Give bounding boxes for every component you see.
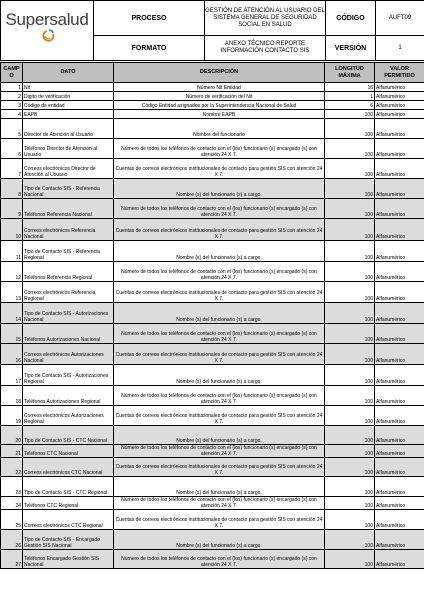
table-row bbox=[1, 83, 424, 92]
field-description: Nombre (s) del funcionario (s) a cargo. bbox=[114, 365, 325, 386]
field-description: Número Nit Entidad bbox=[114, 83, 325, 92]
allowed-value: Alfanumérico bbox=[375, 324, 424, 344]
field-description: Cuentas de correos electrónicos institucionales de contacto para gestión SIS con atención 24 X 7. bbox=[114, 344, 325, 365]
table-row bbox=[1, 406, 424, 426]
field-description: Número de todos los teléfonos de contacto con el (los) funcionario (s) encargado (s) con atención 24 X 7. bbox=[114, 324, 325, 344]
table-row bbox=[1, 101, 424, 110]
formato-value: ANEXO TÉCNICO REPORTE INFORMACIÓN CONTACTO SIS bbox=[205, 36, 326, 61]
allowed-value: Alfanumérico bbox=[375, 303, 424, 324]
max-length: 100 bbox=[325, 324, 375, 344]
logo bbox=[1, 1, 94, 61]
field-name: Correos electrónicos CTC Nacional bbox=[23, 458, 114, 477]
supersalud-logo-icon bbox=[40, 28, 56, 44]
table-row bbox=[1, 262, 424, 282]
field-name: Correos electrónicos Director de Atención al Usuario bbox=[23, 159, 114, 179]
campo-number: 22 bbox=[1, 458, 23, 477]
table-row bbox=[1, 344, 424, 365]
field-description: Nombre (s) del funcionario (s) a cargo. bbox=[114, 530, 325, 550]
table-row bbox=[1, 219, 424, 241]
campo-number: 24 bbox=[1, 497, 23, 510]
campo-number: 15 bbox=[1, 324, 23, 344]
max-length: 100 bbox=[325, 530, 375, 550]
table-row bbox=[1, 458, 424, 477]
field-description: Número de todos los teléfonos de contacto con el (los) funcionario (s) encargado (s) con atención 24 X 7. bbox=[114, 386, 325, 406]
campo-number: 1 bbox=[1, 83, 23, 92]
campo-number: 10 bbox=[1, 219, 23, 241]
allowed-value: Alfanumérico bbox=[375, 219, 424, 241]
field-name: Nit bbox=[23, 83, 114, 92]
allowed-value: Alfanumérico bbox=[375, 510, 424, 530]
max-length: 1 bbox=[325, 92, 375, 101]
campo-number: 3 bbox=[1, 101, 23, 110]
allowed-value: Alfanumérico bbox=[375, 344, 424, 365]
proceso-value: GESTIÓN DE ATENCIÓN AL USUARIO DEL SISTEMA GENERAL DE SEGURIDAD SOCIAL EN SALUD bbox=[205, 1, 326, 36]
campo-number: 19 bbox=[1, 406, 23, 426]
field-name: Teléfonos CTC Nacional bbox=[23, 445, 114, 458]
max-length: 100 bbox=[325, 365, 375, 386]
field-name: Director de Atención al Usuario bbox=[23, 119, 114, 139]
campo-number: 2 bbox=[1, 92, 23, 101]
field-name: Tipo de Contacto SIS - CTC Nacional bbox=[23, 426, 114, 445]
field-description: Nombre (s) del funcionario (s) a cargo. bbox=[114, 303, 325, 324]
allowed-value: Alfanumérico bbox=[375, 497, 424, 510]
field-name: Correos electrónicos Referencia Regional bbox=[23, 282, 114, 303]
max-length: 100 bbox=[325, 139, 375, 159]
field-name: Tipo de Contacto SIS - Referencia Nacional bbox=[23, 179, 114, 199]
max-length: 100 bbox=[325, 199, 375, 219]
field-description: Número de todos los teléfonos de contacto con el (los) funcionario (s) encargado (s) con atención 24 X 7. bbox=[114, 497, 325, 510]
field-name: Teléfonos Director de Atención al Usuario bbox=[23, 139, 114, 159]
col-header-descripcion: DESCRIPCIÓN bbox=[114, 63, 325, 83]
campo-number: 6 bbox=[1, 139, 23, 159]
field-description: Número de todos los teléfonos de contacto con el (los) funcionario (s) encargado (s) con atención 24 X 7. bbox=[114, 445, 325, 458]
max-length: 100 bbox=[325, 241, 375, 262]
table-row bbox=[1, 445, 424, 458]
field-name: Tipo de Contacto SIS - CTC Regional bbox=[23, 477, 114, 497]
max-length: 100 bbox=[325, 344, 375, 365]
field-description: Cuentas de correos electrónicos institucionales de contacto para gestión SIS con atención 24 X 7. bbox=[114, 510, 325, 530]
max-length: 100 bbox=[325, 477, 375, 497]
allowed-value: Alfanumérico bbox=[375, 365, 424, 386]
field-description: Nombre EAPB bbox=[114, 110, 325, 119]
campo-number: 9 bbox=[1, 199, 23, 219]
proceso-label: PROCESO bbox=[94, 1, 205, 36]
campo-number: 21 bbox=[1, 445, 23, 458]
max-length: 100 bbox=[325, 119, 375, 139]
table-row bbox=[1, 477, 424, 497]
campo-number: 16 bbox=[1, 344, 23, 365]
field-description: Cuentas de correos electrónicos institucionales de contacto para gestión SIS con atención 24 X 7. bbox=[114, 159, 325, 179]
field-name: Tipo de Contacto SIS - Autorizaciones Nacional bbox=[23, 303, 114, 324]
campo-number: 27 bbox=[1, 550, 23, 569]
max-length: 100 bbox=[325, 458, 375, 477]
allowed-value: Alfanumérico bbox=[375, 458, 424, 477]
max-length: 100 bbox=[325, 426, 375, 445]
field-description: Nombre del funcionario bbox=[114, 119, 325, 139]
max-length: 100 bbox=[325, 159, 375, 179]
max-length: 100 bbox=[325, 445, 375, 458]
max-length: 100 bbox=[325, 110, 375, 119]
campo-number: 25 bbox=[1, 510, 23, 530]
table-row bbox=[1, 324, 424, 344]
table-row bbox=[1, 365, 424, 386]
allowed-value: Alfanumérico bbox=[375, 406, 424, 426]
max-length: 100 bbox=[325, 179, 375, 199]
field-name: Digito de verificación bbox=[23, 92, 114, 101]
max-length: 100 bbox=[325, 406, 375, 426]
field-description: Número de verificación del Nit bbox=[114, 92, 325, 101]
max-length: 6 bbox=[325, 101, 375, 110]
table-row bbox=[1, 139, 424, 159]
campo-number: 14 bbox=[1, 303, 23, 324]
table-row bbox=[1, 282, 424, 303]
table-row bbox=[1, 199, 424, 219]
field-description: Nombre (s) del funcionario (s) a cargo. bbox=[114, 241, 325, 262]
allowed-value: Alfanumérico bbox=[375, 550, 424, 569]
campo-number: 8 bbox=[1, 179, 23, 199]
field-name: Teléfonos Encargado Gestión SIS Nacional bbox=[23, 550, 114, 569]
campo-number: 26 bbox=[1, 530, 23, 550]
field-name: Teléfonos CTC Regional bbox=[23, 497, 114, 510]
field-name: Correos electrónicos CTC Regional bbox=[23, 510, 114, 530]
allowed-value: Alfanumérico bbox=[375, 119, 424, 139]
campo-number: 11 bbox=[1, 241, 23, 262]
table-row bbox=[1, 119, 424, 139]
allowed-value: Alfanumérico bbox=[375, 445, 424, 458]
table-row bbox=[1, 497, 424, 510]
max-length: 100 bbox=[325, 510, 375, 530]
field-name: Tipo de Contacto SIS - Encargado Gestión SIS Nacional bbox=[23, 530, 114, 550]
max-length: 100 bbox=[325, 497, 375, 510]
max-length: 100 bbox=[325, 282, 375, 303]
max-length: 100 bbox=[325, 219, 375, 241]
table-header-row bbox=[1, 63, 424, 83]
codigo-value: AUFT09 bbox=[376, 1, 424, 36]
max-length: 100 bbox=[325, 262, 375, 282]
table-row bbox=[1, 241, 424, 262]
allowed-value: Alfanumérico bbox=[375, 262, 424, 282]
field-name: Correos electrónicos Autorizaciones Nacional bbox=[23, 344, 114, 365]
table-row bbox=[1, 110, 424, 119]
campo-number: 18 bbox=[1, 386, 23, 406]
document-header bbox=[0, 0, 424, 61]
field-description: Número de todos los teléfonos de contacto con el (los) funcionario (s) encargado (s) con atención 24 X 7. bbox=[114, 139, 325, 159]
codigo-label: CÓDIGO bbox=[326, 1, 376, 36]
max-length: 16 bbox=[325, 83, 375, 92]
campo-number: 23 bbox=[1, 477, 23, 497]
field-description: Código Entidad asignados por la Superintendencia Nacional de Salud bbox=[114, 101, 325, 110]
col-header-campo: CAMP O bbox=[1, 63, 23, 83]
field-description: Cuentas de correos electrónicos institucionales de contacto para gestión SIS con atención 24 X 7. bbox=[114, 282, 325, 303]
allowed-value: Alfanumérico bbox=[375, 179, 424, 199]
field-name: Teléfonos Referencia Nacional bbox=[23, 199, 114, 219]
table-row bbox=[1, 550, 424, 569]
field-description: Número de todos los teléfonos de contacto con el (los) funcionario (s) encargado (s) con atención 24 X 7. bbox=[114, 550, 325, 569]
field-description: Nombre (s) del funcionario (s) a cargo. bbox=[114, 477, 325, 497]
col-header-valor: VALOR PERMITIDO bbox=[375, 63, 424, 83]
field-description: Cuentas de correos electrónicos institucionales de contacto para gestión SIS con atención 24 X 7. bbox=[114, 219, 325, 241]
field-description: Cuentas de correos electrónicos institucionales de contacto para gestión SIS con atención 24 X 7. bbox=[114, 406, 325, 426]
allowed-value: Alfanumérico bbox=[375, 110, 424, 119]
field-name: Teléfonos Referencia Regional bbox=[23, 262, 114, 282]
table-row bbox=[1, 426, 424, 445]
campo-number: 4 bbox=[1, 110, 23, 119]
field-description: Número de todos los teléfonos de contacto con el (los) funcionario (s) encargado (s) con atención 24 X 7. bbox=[114, 199, 325, 219]
field-name: Tipo de Contacto SIS - Autorizaciones Regional bbox=[23, 365, 114, 386]
allowed-value: Alfanumérico bbox=[375, 199, 424, 219]
allowed-value: Alfanumérico bbox=[375, 530, 424, 550]
allowed-value: Alfanumérico bbox=[375, 139, 424, 159]
allowed-value: Alfanumérico bbox=[375, 92, 424, 101]
field-name: EAPB bbox=[23, 110, 114, 119]
field-name: Teléfonos Autorizaciones Nacional bbox=[23, 324, 114, 344]
table-row bbox=[1, 159, 424, 179]
table-row bbox=[1, 530, 424, 550]
allowed-value: Alfanumérico bbox=[375, 477, 424, 497]
version-value: 1 bbox=[376, 36, 424, 61]
table-row bbox=[1, 92, 424, 101]
field-name: Correos electrónicos Autorizaciones Regional bbox=[23, 406, 114, 426]
table-row bbox=[1, 303, 424, 324]
field-name: Correos electrónicos Referencia Nacional bbox=[23, 219, 114, 241]
max-length: 100 bbox=[325, 550, 375, 569]
max-length: 100 bbox=[325, 386, 375, 406]
campo-number: 20 bbox=[1, 426, 23, 445]
campo-number: 12 bbox=[1, 262, 23, 282]
field-description: Nombre (s) del funcionario (s) a cargo. bbox=[114, 179, 325, 199]
table-row bbox=[1, 386, 424, 406]
allowed-value: Alfanumérico bbox=[375, 101, 424, 110]
fields-table bbox=[0, 62, 424, 569]
field-description: Número de todos los teléfonos de contacto con el (los) funcionario (s) encargado (s) con atención 24 X 7. bbox=[114, 262, 325, 282]
allowed-value: Alfanumérico bbox=[375, 83, 424, 92]
allowed-value: Alfanumérico bbox=[375, 282, 424, 303]
table-row bbox=[1, 510, 424, 530]
table-row bbox=[1, 179, 424, 199]
campo-number: 5 bbox=[1, 119, 23, 139]
max-length: 100 bbox=[325, 303, 375, 324]
field-name: Tipo de Contacto SIS - Referencia Regional bbox=[23, 241, 114, 262]
campo-number: 13 bbox=[1, 282, 23, 303]
formato-label: FORMATO bbox=[94, 36, 205, 61]
col-header-dato: DATO bbox=[23, 63, 114, 83]
col-header-longitud: LONGITUD MÁXIMA bbox=[325, 63, 375, 83]
field-name: Teléfonos Autorizaciones Regional bbox=[23, 386, 114, 406]
field-name: Código de entidad bbox=[23, 101, 114, 110]
allowed-value: Alfanumérico bbox=[375, 426, 424, 445]
field-description: Nombre (s) del funcionario (s) a cargo. bbox=[114, 426, 325, 445]
field-description: Cuentas de correos electrónicos institucionales de contacto para gestión SIS con atención 24 X 7. bbox=[114, 458, 325, 477]
campo-number: 7 bbox=[1, 159, 23, 179]
allowed-value: Alfanumérico bbox=[375, 159, 424, 179]
logo-text: Supersalud bbox=[5, 10, 89, 29]
allowed-value: Alfanumérico bbox=[375, 241, 424, 262]
allowed-value: Alfanumérico bbox=[375, 386, 424, 406]
campo-number: 17 bbox=[1, 365, 23, 386]
version-label: VERSIÓN bbox=[326, 36, 376, 61]
